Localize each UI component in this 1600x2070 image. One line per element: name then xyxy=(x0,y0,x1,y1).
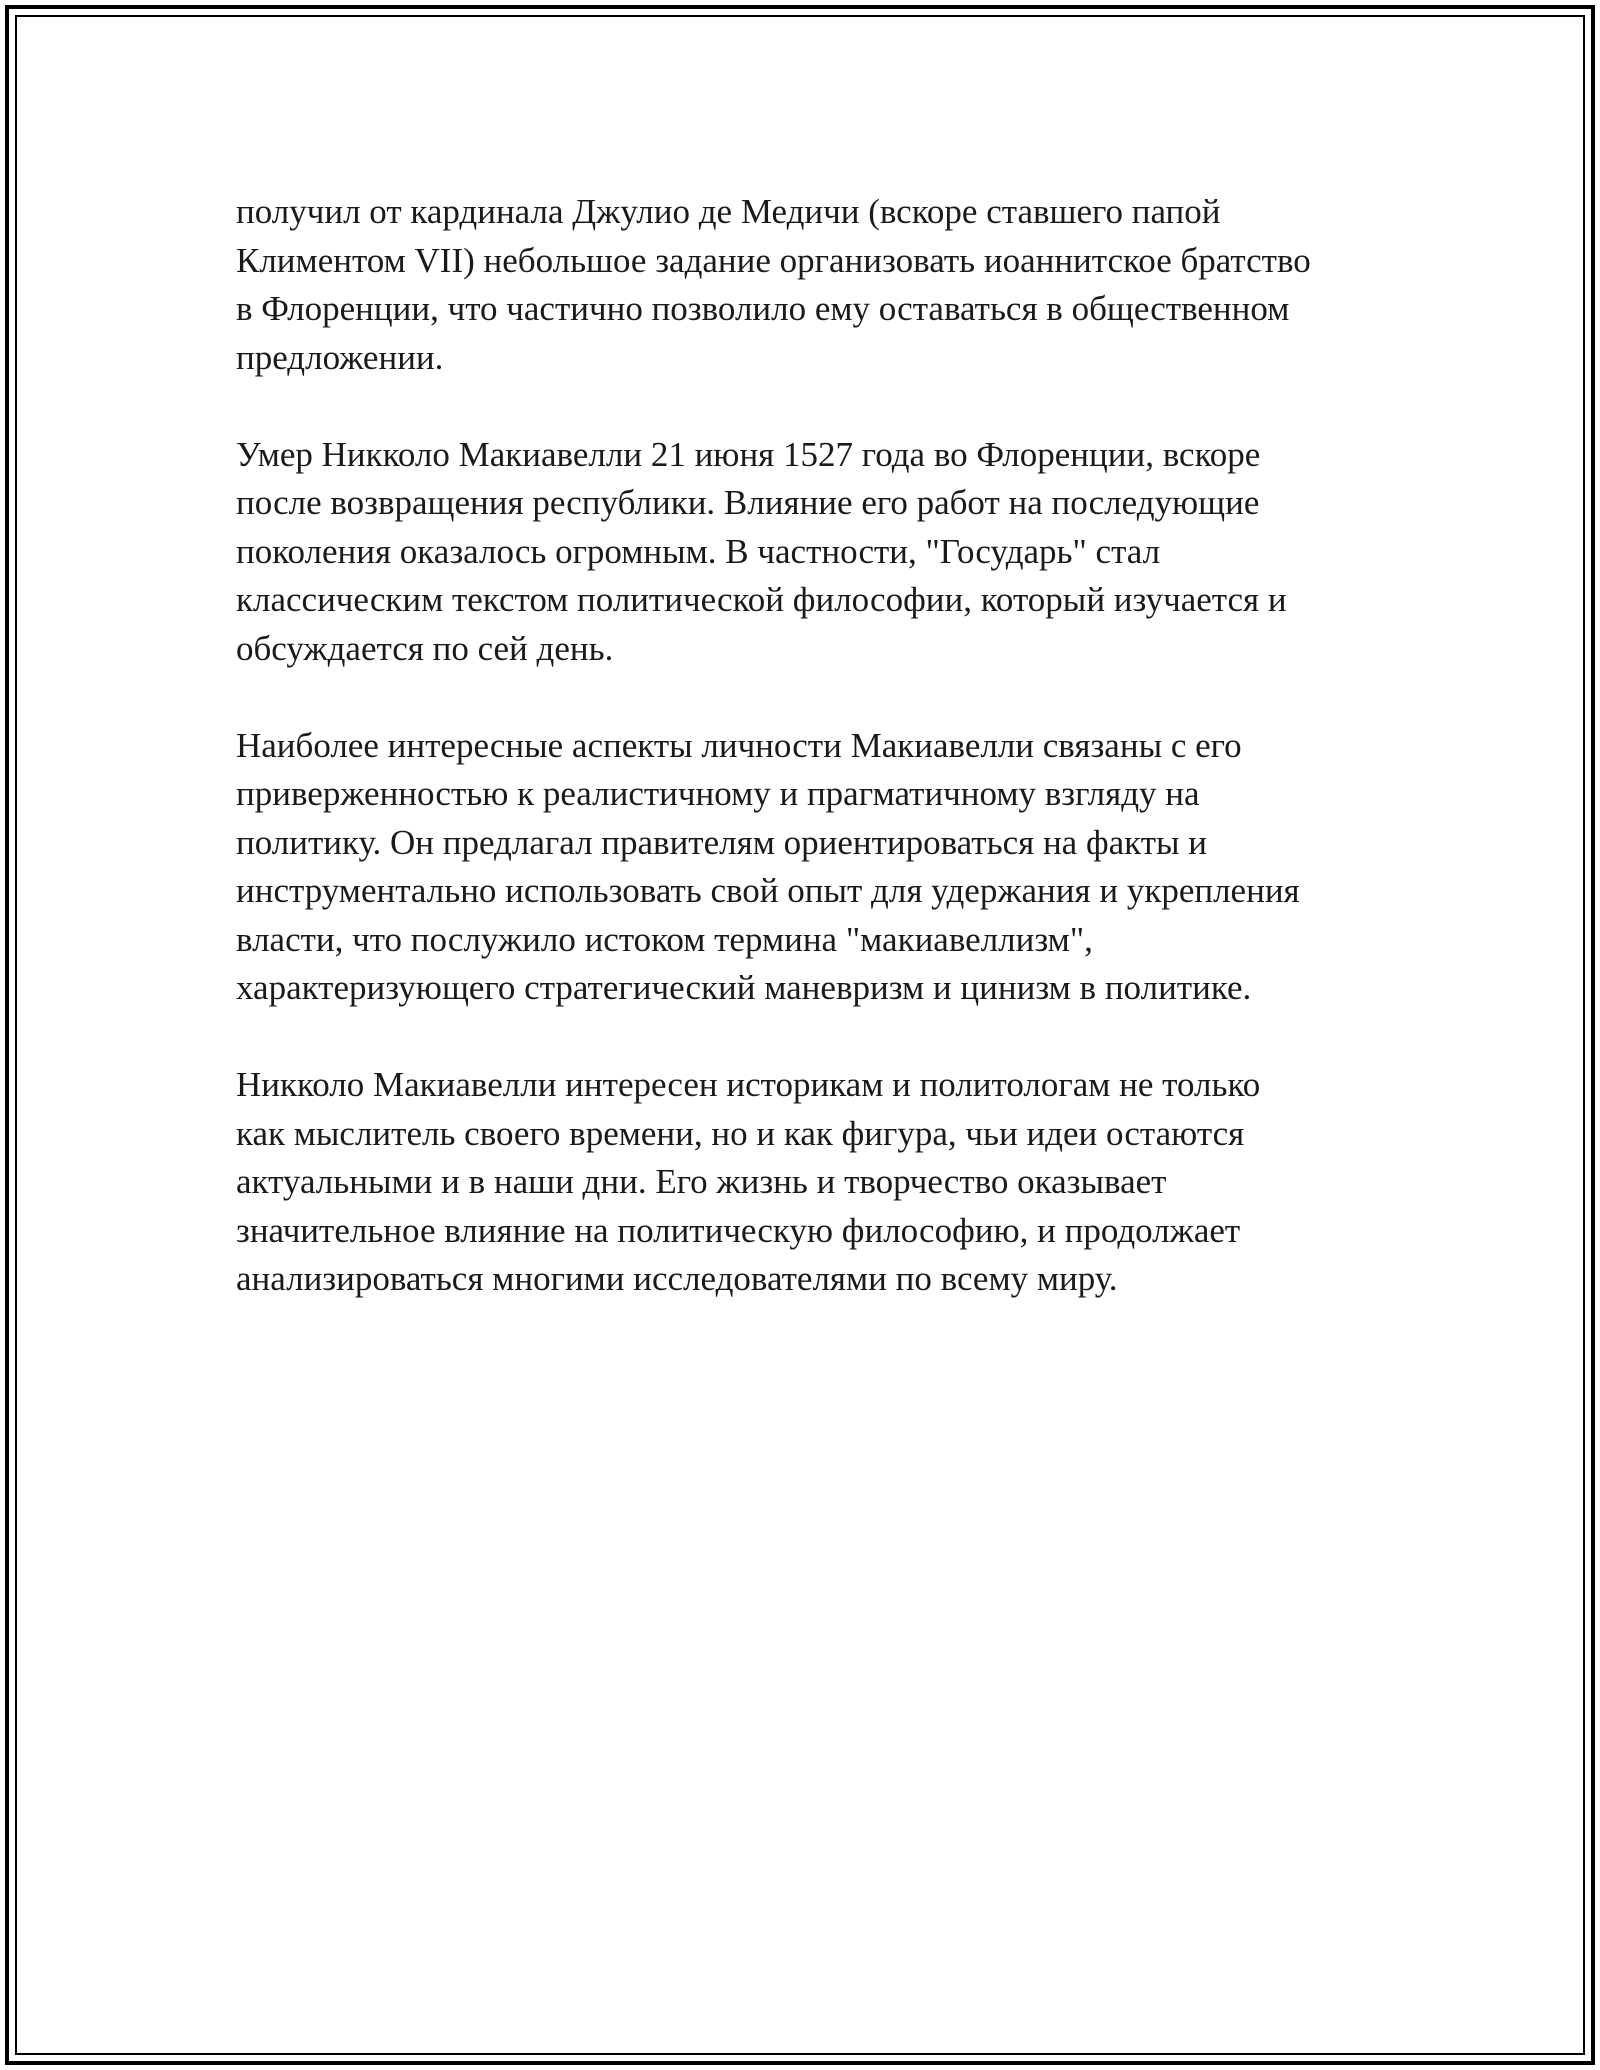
document-body xyxy=(236,188,1406,1352)
text-line: власти, что послужило истоком термина "макиавеллизм", xyxy=(236,919,1093,959)
text-line: приверженностью к реалистичному и прагматичному взгляду на xyxy=(236,774,1200,813)
text-line: классическим текстом политической философии, который изучается и xyxy=(236,580,1287,619)
text-line: актуальными и в наши дни. Его жизнь и творчество оказывает xyxy=(236,1162,1167,1201)
text-line: анализироваться многими исследователями по всему миру. xyxy=(236,1259,1118,1298)
text-line: Умер Никколо Макиавелли 21 июня 1527 года во Флоренции, вскоре xyxy=(236,434,1261,474)
text-line: предложении. xyxy=(236,337,444,377)
text-line: Климентом VII) небольшое задание организовать иоаннитское братство xyxy=(236,240,1311,280)
paragraph-1 xyxy=(236,188,1406,382)
text-line: характеризующего стратегический маневризм и цинизм в политике. xyxy=(236,968,1252,1007)
text-line: инструментально использовать свой опыт для удержания и укрепления xyxy=(236,871,1300,910)
text-line: политику. Он предлагал правителям ориентироваться на факты и xyxy=(236,822,1208,862)
paragraph-2 xyxy=(236,431,1406,674)
text-line: поколения оказалось огромным. В частности, "Государь" стал xyxy=(236,531,1161,571)
text-line: после возвращения республики. Влияние его работ на последующие xyxy=(236,483,1260,522)
text-line: в Флоренции, что частично позволило ему оставаться в общественном xyxy=(236,289,1290,328)
text-line: как мыслитель своего времени, но и как фигура, чьи идеи остаются xyxy=(236,1113,1245,1153)
text-line: Наиболее интересные аспекты личности Макиавелли связаны с его xyxy=(236,725,1242,765)
text-line: значительное влияние на политическую философию, и продолжает xyxy=(236,1210,1241,1250)
paragraph-4 xyxy=(236,1061,1406,1304)
text-line: обсуждается по сей день. xyxy=(236,628,614,668)
text-line: Никколо Макиавелли интересен историкам и политологам не только xyxy=(236,1065,1261,1104)
text-line: получил от кардинала Джулио де Медичи (вскоре ставшего папой xyxy=(236,192,1221,231)
paragraph-3 xyxy=(236,722,1406,1013)
